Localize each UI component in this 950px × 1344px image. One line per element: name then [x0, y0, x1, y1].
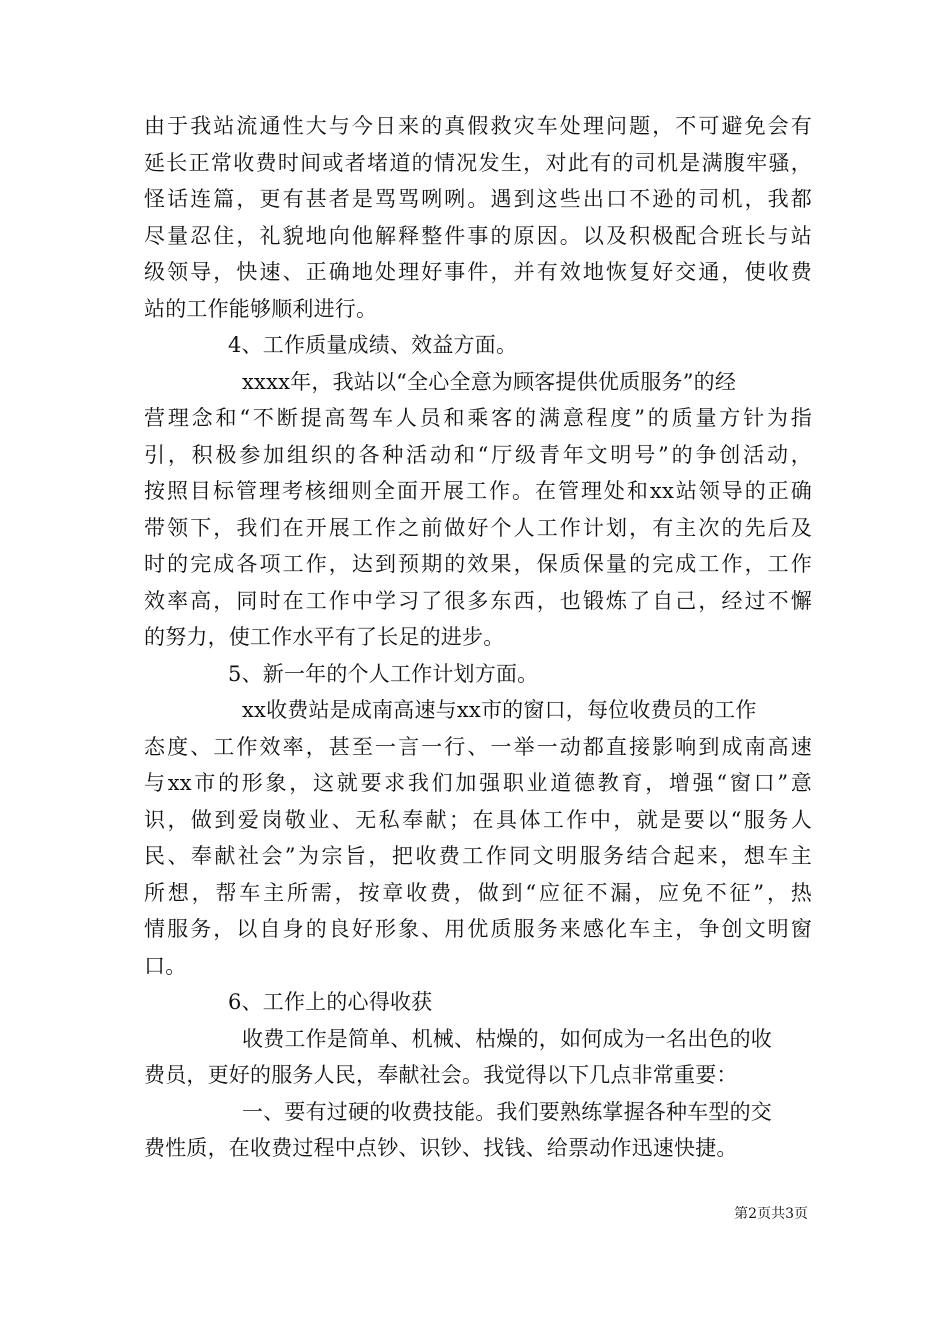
text-line: 与xx市的形象，这就要求我们加强职业道德教育，增强“窗口”意 [144, 771, 812, 795]
text-line: 识，做到爱岗敬业、无私奉献；在具体工作中，就是要以“服务人 [144, 807, 812, 832]
text-line: 情服务，以自身的良好形象、用优质服务来感化车主，争创文明窗 [144, 917, 812, 941]
text-line: 带领下，我们在开展工作之前做好个人工作计划，有主次的先后及 [144, 515, 812, 540]
text-line: 怪话连篇，更有甚者是骂骂咧咧。遇到这些出口不逊的司机，我都 [144, 187, 812, 211]
text-line: xxxx年，我站以“全心全意为顾客提供优质服务”的经 [242, 369, 737, 394]
text-line: 效率高，同时在工作中学习了很多东西，也锻炼了自己，经过不懈 [144, 588, 812, 613]
page-number: 第2页共3页 [734, 1206, 808, 1222]
text-line: 6、工作上的心得收获 [228, 990, 433, 1014]
text-line: 民、奉献社会”为宗旨，把收费工作同文明服务结合起来，想车主 [144, 844, 812, 868]
text-line: 收费工作是简单、机械、枯燥的，如何成为一名出色的收 [242, 1026, 772, 1051]
text-line: 所想，帮车主所需，按章收费，做到“应征不漏，应免不征”，热 [144, 880, 812, 905]
text-line: 延长正常收费时间或者堵道的情况发生，对此有的司机是满腹牢骚， [144, 150, 812, 175]
text-line: 引，积极参加组织的各种活动和“厅级青年文明号”的争创活动， [144, 442, 812, 467]
text-line: 口。 [144, 953, 187, 978]
text-line: 5、新一年的个人工作计划方面。 [228, 661, 539, 686]
text-line: 费员，更好的服务人民，奉献社会。我觉得以下几点非常重要： [144, 1063, 738, 1087]
text-line: xx收费站是成南高速与xx市的窗口，每位收费员的工作 [242, 698, 757, 722]
text-line: 级领导，快速、正确地处理好事件，并有效地恢复好交通，使收费 [144, 260, 812, 284]
text-line: 态度、工作效率，甚至一言一行、一举一动都直接影响到成南高速 [144, 734, 812, 759]
text-line: 时的完成各项工作，达到预期的效果，保质保量的完成工作，工作 [144, 552, 812, 576]
text-line: 由于我站流通性大与今日来的真假救灾车处理问题，不可避免会有 [144, 114, 812, 138]
text-line: 站的工作能够顺利进行。 [144, 296, 378, 321]
text-line: 4、工作质量成绩、效益方面。 [228, 333, 518, 357]
body-text [144, 108, 812, 1167]
text-line: 的努力，使工作水平有了长足的进步。 [144, 625, 505, 649]
text-line: 费性质，在收费过程中点钞、识钞、找钱、给票动作迅速快捷。 [144, 1136, 738, 1160]
text-line: 按照目标管理考核细则全面开展工作。在管理处和xx站领导的正确 [144, 479, 812, 503]
text-line: 尽量忍住，礼貌地向他解释整件事的原因。以及积极配合班长与站 [144, 223, 812, 248]
text-line: 一、要有过硬的收费技能。我们要熟练掌握各种车型的交 [242, 1099, 772, 1124]
text-line: 营理念和“不断提高驾车人员和乘客的满意程度”的质量方针为指 [144, 406, 812, 430]
